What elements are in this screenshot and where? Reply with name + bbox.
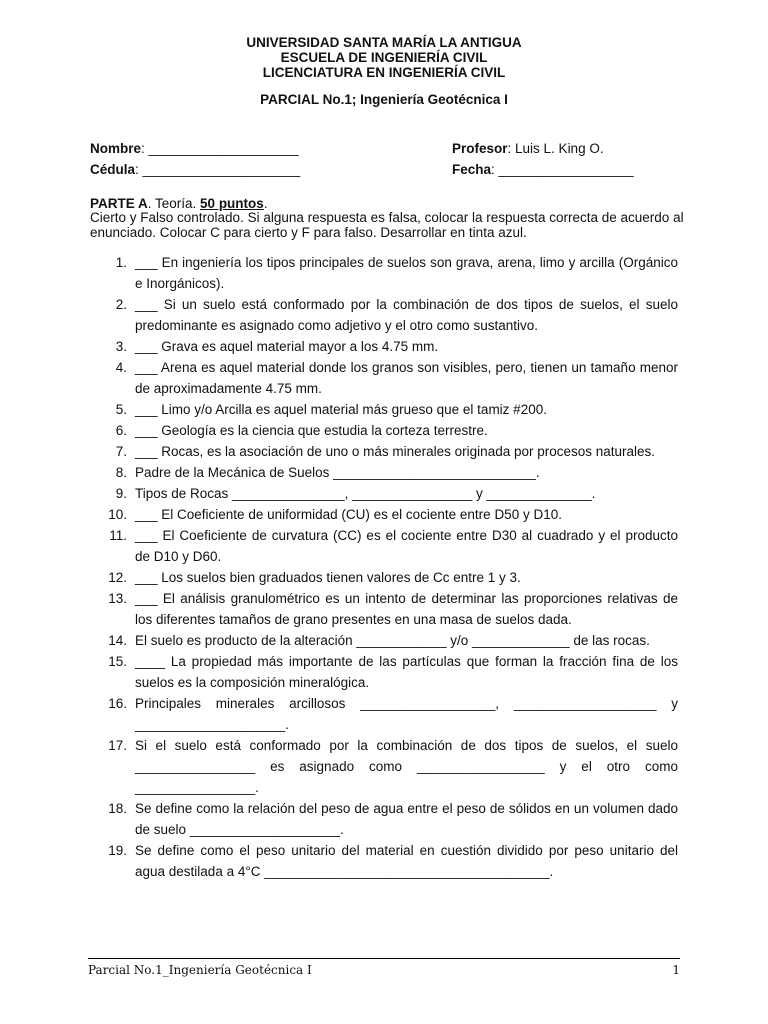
question-number: 7. xyxy=(115,444,127,459)
question-text: Tipos de Rocas _______________, ________________ y ______________. xyxy=(135,486,596,501)
question-item xyxy=(90,735,678,798)
fecha-label: Fecha xyxy=(452,162,492,177)
question-number: 3. xyxy=(115,339,127,354)
question-text: ___ Si un suelo está conformado por la combinación de dos tipos de suelos, el suelo predominante es asignado como adjetivo y el otro como sustantivo. xyxy=(135,297,678,333)
question-number: 2. xyxy=(115,297,127,312)
cedula-value: : _____________________ xyxy=(135,162,301,177)
question-text: ___ En ingeniería los tipos principales de suelos son grava, arena, limo y arcilla (Orgánico e Inorgánicos). xyxy=(135,255,678,291)
part-a-sep: . Teoría. xyxy=(147,196,201,211)
question-text: ___ Grava es aquel material mayor a los 4.75 mm. xyxy=(135,339,439,354)
question-list xyxy=(90,252,678,882)
question-number: 4. xyxy=(115,360,127,375)
footer-title: Parcial No.1_Ingeniería Geotécnica I xyxy=(88,963,312,977)
part-a-points: 50 puntos xyxy=(200,196,264,211)
question-text: ___ Arena es aquel material donde los granos son visibles, pero, tienen un tamaño menor de aproximadamente 4.75 mm. xyxy=(135,360,678,396)
question-text: El suelo es producto de la alteración ____________ y/o _____________ de las rocas. xyxy=(135,633,650,648)
question-item xyxy=(90,630,678,651)
question-item xyxy=(90,420,678,441)
question-item xyxy=(90,336,678,357)
question-item xyxy=(90,399,678,420)
question-item xyxy=(90,462,678,483)
footer-divider xyxy=(88,958,680,959)
question-number: 15. xyxy=(108,654,127,669)
question-item xyxy=(90,504,678,525)
question-text: ____ La propiedad más importante de las partículas que forman la fracción fina de los suelos es la composición mineralógica. xyxy=(135,654,678,690)
part-a-end: . xyxy=(263,196,268,211)
question-number: 11. xyxy=(109,528,127,543)
school-name: ESCUELA DE INGENIERÍA CIVIL xyxy=(280,50,488,65)
question-number: 12. xyxy=(108,570,127,585)
profesor-field xyxy=(452,141,604,156)
fecha-value: : __________________ xyxy=(491,162,634,177)
question-number: 14. xyxy=(108,633,127,648)
profesor-value: : Luis L. King O. xyxy=(507,141,604,156)
part-a-instructions: Cierto y Falso controlado. Si alguna respuesta es falsa, colocar la respuesta correcta de acuerdo al enunciado. Colocar C para cierto y F para falso. Desarrollar en tinta azul. xyxy=(90,210,684,240)
question-item xyxy=(90,357,678,399)
part-a-heading xyxy=(90,196,268,211)
nombre-label: Nombre xyxy=(90,141,142,156)
question-text: ___ El Coeficiente de uniformidad (CU) es el cociente entre D50 y D10. xyxy=(135,507,562,522)
cedula-field xyxy=(90,162,300,177)
question-number: 13. xyxy=(108,591,127,606)
question-item xyxy=(90,840,678,882)
question-number: 8. xyxy=(115,465,127,480)
question-number: 19. xyxy=(108,843,127,858)
cedula-label: Cédula xyxy=(90,162,136,177)
question-text: ___ Los suelos bien graduados tienen valores de Cc entre 1 y 3. xyxy=(135,570,521,585)
question-item xyxy=(90,588,678,630)
question-item xyxy=(90,525,678,567)
question-text: ___ El Coeficiente de curvatura (CC) es el cociente entre D30 al cuadrado y el producto de D10 y D60. xyxy=(135,528,678,564)
question-number: 10. xyxy=(108,507,127,522)
question-text: Principales minerales arcillosos __________________, ___________________ y ____________________. xyxy=(135,696,678,732)
fecha-field xyxy=(452,162,634,177)
question-text: ___ Limo y/o Arcilla es aquel material más grueso que el tamiz #200. xyxy=(135,402,547,417)
exam-title: PARCIAL No.1; Ingeniería Geotécnica I xyxy=(260,92,508,107)
university-name: UNIVERSIDAD SANTA MARÍA LA ANTIGUA xyxy=(246,35,522,50)
question-number: 17. xyxy=(108,738,127,753)
page-number: 1 xyxy=(672,963,680,977)
question-item xyxy=(90,798,678,840)
question-number: 16. xyxy=(108,696,127,711)
question-text: Si el suelo está conformado por la combinación de dos tipos de suelos, el suelo ________________ es asignado como _________________ y el otro como ________________. xyxy=(135,738,678,795)
question-item xyxy=(90,651,678,693)
question-item xyxy=(90,252,678,294)
question-text: Se define como la relación del peso de agua entre el peso de sólidos en un volumen dado de suelo ____________________. xyxy=(135,801,678,837)
profesor-label: Profesor xyxy=(452,141,508,156)
question-text: ___ Geología es la ciencia que estudia la corteza terrestre. xyxy=(135,423,488,438)
question-number: 6. xyxy=(115,423,127,438)
document-header xyxy=(0,35,768,80)
question-text: ___ Rocas, es la asociación de uno o más minerales originada por procesos naturales. xyxy=(135,444,656,459)
degree-name: LICENCIATURA EN INGENIERÍA CIVIL xyxy=(262,65,506,80)
question-number: 1. xyxy=(115,255,127,270)
part-a-title: PARTE A xyxy=(90,196,148,211)
question-text: ___ El análisis granulométrico es un intento de determinar las proporciones relativas de los diferentes tamaños de grano presentes en una masa de suelos dada. xyxy=(135,591,678,627)
nombre-field xyxy=(90,141,299,156)
question-number: 18. xyxy=(108,801,127,816)
question-item xyxy=(90,294,678,336)
question-number: 5. xyxy=(115,402,127,417)
question-text: Se define como el peso unitario del material en cuestión dividido por peso unitario del agua destilada a 4°C ______________________________________. xyxy=(135,843,678,879)
question-text: Padre de la Mecánica de Suelos ___________________________. xyxy=(135,465,540,480)
question-item xyxy=(90,483,678,504)
question-item xyxy=(90,567,678,588)
question-item xyxy=(90,693,678,735)
nombre-value: : ____________________ xyxy=(141,141,299,156)
question-number: 9. xyxy=(115,486,127,501)
question-item xyxy=(90,441,678,462)
